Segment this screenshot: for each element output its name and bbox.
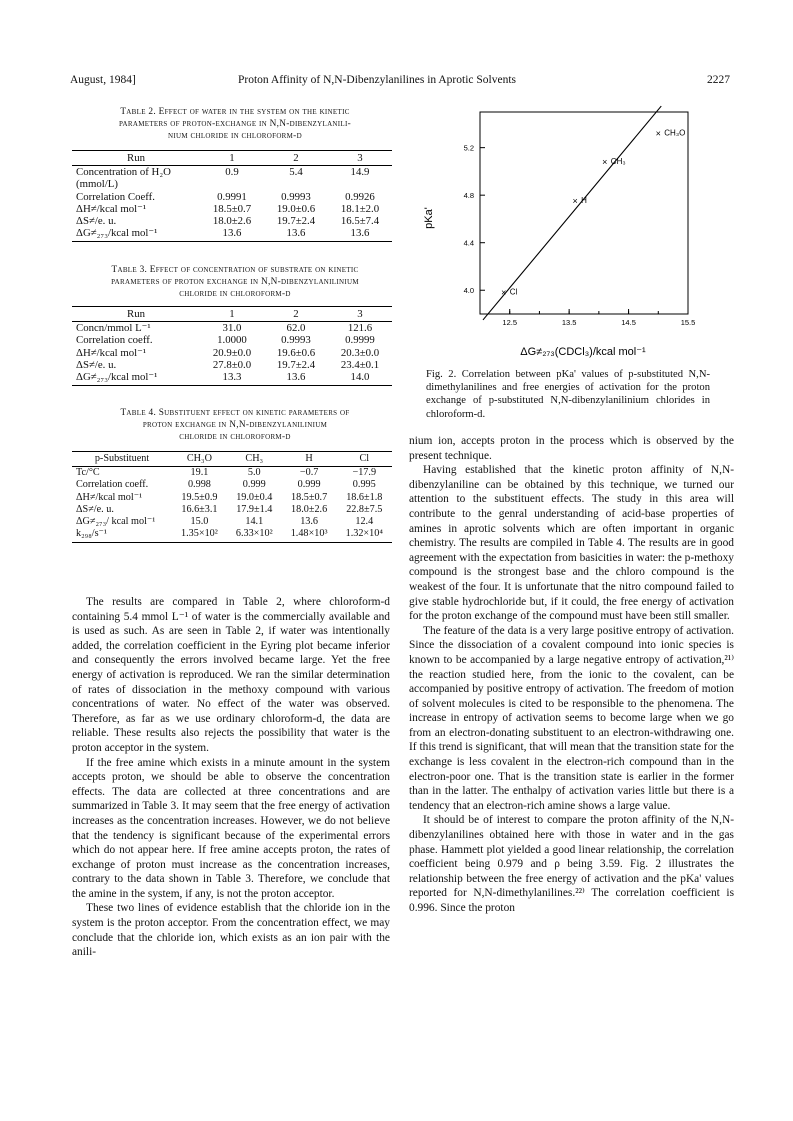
row-label: ΔH≠/kcal mol⁻¹: [76, 202, 147, 215]
table-row: [72, 467, 392, 480]
row-label: ΔS≠/e. u.: [76, 215, 117, 228]
table-cell: −0.7: [299, 467, 319, 479]
row-label: k₂₉₈/s⁻¹: [72, 528, 172, 543]
table3: [72, 306, 392, 386]
chart-ticks: [464, 144, 696, 327]
table-cell: 0.9991: [217, 190, 247, 203]
table3-caption: [72, 264, 398, 300]
table-cell: 19.0±0.4: [236, 491, 273, 503]
table-cell: 14.0: [328, 371, 392, 386]
table4-caption-line: chloride in chloroform-d: [179, 432, 291, 442]
table2-caption-line: nium chloride in chloroform-d: [168, 131, 302, 141]
point-label: CH₃O: [664, 128, 686, 138]
point-label: CH₃: [610, 156, 626, 166]
x-tick-label: 14.5: [621, 318, 636, 327]
table-cell: 19.1: [190, 467, 209, 479]
paragraph: These two lines of evidence establish that the chloride ion in the system is the proton acceptor. From the concentration effect, we may conclude that the chloride ion, which exists as an ion pair with the anili-: [72, 902, 390, 959]
table2-caption-line: Table 2. Effect of water in the system on the kinetic: [120, 107, 350, 117]
table-row: [72, 191, 392, 203]
table-row: [72, 479, 392, 491]
table4-caption-line: Table 4. Substituent effect on kinetic parameters of: [120, 408, 350, 418]
table-cell: 1.0000: [217, 334, 247, 347]
paragraph: The results are compared in Table 2, where chloroform-d containing 5.4 mmol L⁻¹ of water is the commercially available and is used as such. As are seen in Table 2, if water was intentionally added, the correlation coefficient in the Eyring plot became inferior and consequently the errors involved became large. Yet the free energy of activation is reproduced. We ran the similar determination of rates of dissociation in the methoxy compound with various concentrations of water. No effect of the water was observed. Therefore, as far as we use ordinary chloroform-d, the data are reliable. These results also rejects the possibility that water is the proton acceptor in the system.: [72, 596, 390, 754]
table-cell: 0.999: [242, 479, 266, 491]
table3-caption-line: chloride in chloroform-d: [179, 289, 291, 299]
x-tick-label: 13.5: [561, 318, 577, 327]
table-cell: 19.6±0.6: [276, 346, 316, 359]
table-row: [72, 504, 392, 516]
row-label: ΔG≠₂₇₃/kcal mol⁻¹: [72, 371, 200, 386]
table-cell: 13.3: [200, 371, 264, 386]
table2-caption: [72, 106, 398, 142]
table-header-cell: CH₃: [227, 452, 282, 467]
table-cell: 16.5±7.4: [340, 215, 380, 228]
table-cell: 18.6±1.8: [346, 491, 383, 503]
table-row: [72, 227, 392, 242]
table-cell: 14.9: [350, 166, 370, 179]
table-cell: 18.0±2.6: [291, 503, 328, 515]
table-header-cell: p-Substituent: [72, 452, 172, 467]
table-cell: −17.9: [352, 467, 377, 479]
data-point: ×: [655, 128, 661, 139]
table-cell: 18.5±0.7: [212, 202, 252, 215]
table-cell: 18.5±0.7: [291, 491, 328, 503]
table-cell: 20.3±0.0: [340, 346, 380, 359]
x-axis-label: ΔG≠₂₇₃(CDCl₃)/kcal mol⁻¹: [520, 346, 646, 358]
table-header-cell: 2: [264, 151, 328, 166]
paragraph: If the free amine which exists in a minute amount in the system accepts proton, we should be able to observe the concentration effects. The data are collected at three concentrations and are summarized in Table 3. It may seem that the free energy of activation increases as the concentration increases. However, we do not believe that the tendency is significant because of the experimental errors which do not appear here. If free amine accepts proton, the rates of exchange of proton must increase as the concentration increases, contrary to the data shown in Table 3. Therefore, we conclude that the amine in the system, if any, is not the proton acceptor.: [72, 756, 390, 900]
table-cell: 20.9±0.0: [212, 346, 252, 359]
table-cell: 121.6: [347, 322, 373, 335]
right-column-text: [409, 434, 734, 916]
paragraph: nium ion, accepts proton in the process which is observed by the present technique.: [409, 435, 734, 462]
running-header-date: August, 1984]: [70, 74, 136, 86]
table-row: [72, 528, 392, 543]
left-column-text: [72, 595, 390, 960]
table-cell: 19.7±2.4: [276, 358, 316, 371]
table4: [72, 451, 392, 543]
table-cell: 18.1±2.0: [340, 202, 380, 215]
table-row: [72, 347, 392, 359]
table-header-cell: Cl: [337, 452, 392, 467]
table-cell: 5.0: [247, 467, 261, 479]
paragraph: It should be of interest to compare the proton affinity of the N,N-dibenzylanilines obtained here with those in water and in the gas phase. Hammett plot yielded a good linear relationship, the correlation coefficient being 0.979 and ρ being 3.59. Fig. 2 illustrates the relationship between the free energy of activation and the pKa' values reported for N,N-dimethylanilines.²²⁾ The correlation coefficient is 0.996. Since the proton: [409, 814, 734, 914]
row-label: Tc/°C: [76, 467, 100, 479]
table-row: [72, 322, 392, 335]
row-label: Correlation coeff.: [76, 334, 153, 347]
table-cell: 23.4±0.1: [340, 358, 380, 371]
table-cell: 0.995: [352, 479, 376, 491]
table4-caption: [72, 407, 398, 443]
table-cell: 22.8±7.5: [346, 503, 383, 515]
table-cell: 27.8±0.0: [212, 358, 252, 371]
point-label: H: [581, 196, 587, 206]
table-cell: 0.9: [225, 166, 239, 179]
table-cell: 18.0±2.6: [212, 215, 252, 228]
table-cell: 1.48×10³: [282, 528, 337, 543]
table-row: [72, 166, 392, 191]
table-cell: 17.9±1.4: [236, 503, 273, 515]
table-cell: 13.6: [264, 371, 328, 386]
row-label: Correlation coeff.: [76, 479, 149, 491]
table-header-cell: 3: [328, 151, 392, 166]
row-label: ΔS≠/e. u.: [76, 503, 114, 515]
running-header-title: Proton Affinity of N,N-Dibenzylanilines in Aprotic Solvents: [238, 74, 516, 86]
table-cell: 13.6: [264, 227, 328, 242]
x-tick-label: 12.5: [502, 318, 518, 327]
figure-2-caption: Fig. 2. Correlation between pKa' values of p-substituted N,N-dimethylanilines and free energies of activation for the proton exchange of p-substituted N,N-dibenzylanilinium chlorides in chloroform-d.: [426, 369, 710, 420]
row-label: ΔH≠/kcal mol⁻¹: [76, 491, 143, 503]
table-header-cell: 2: [264, 307, 328, 322]
row-label: ΔG≠₂₇₃/ kcal mol⁻¹: [76, 516, 156, 528]
table-header-cell: Run: [72, 151, 200, 166]
paragraph: The feature of the data is a very large positive entropy of activation. Since the dissociation of a covalent compound into ionic species is known to be accompanied by a large negative entropy of activation,²¹⁾ the reaction studied here, from the ionic to the covalent, can be accompanied by positive entropy of activation. The freedom of motion of solvent molecules is cited to be responsible to the phenomena. The increase in entropy of activation seems to become large when we go from an electron-donating substituent to an electron-withdrawing one. If this trend is significant, that will mean that the transition state for the exchange is less covalent in the electron-rich compound than in the electron-poor one. That is the transition state is earlier in the former than in the latter. The enthalpy of activation varies little but there is a tendency that an electron-rich amine shows a large value.: [409, 624, 734, 812]
plot-frame: [480, 112, 688, 314]
table-cell: 19.5±0.9: [181, 491, 218, 503]
table-header-cell: 1: [200, 151, 264, 166]
table-cell: 13.6: [328, 227, 392, 242]
table-header-cell: 1: [200, 307, 264, 322]
y-tick-label: 4.8: [463, 191, 474, 201]
table-row: [72, 334, 392, 346]
table3-caption-line: Table 3. Effect of concentration of substrate on kinetic: [111, 265, 359, 275]
table-cell: 1.32×10⁴: [337, 528, 392, 543]
chart-points: [501, 128, 685, 297]
table-cell: 19.7±2.4: [276, 215, 316, 228]
table-row: [72, 516, 392, 528]
table-cell: 0.998: [187, 479, 211, 491]
figure-2-chart: [418, 100, 718, 362]
table-cell: 0.9926: [345, 190, 375, 203]
row-label: ΔH≠/kcal mol⁻¹: [76, 346, 147, 359]
chart-axes: [480, 112, 688, 314]
row-label: ΔS≠/e. u.: [76, 358, 117, 371]
table-cell: 0.9993: [281, 190, 311, 203]
y-tick-label: 4.0: [463, 286, 474, 296]
table-row: [72, 215, 392, 227]
table-cell: 31.0: [222, 322, 242, 335]
y-tick-label: 4.4: [463, 238, 474, 248]
table-cell: 0.999: [297, 479, 321, 491]
row-label: ΔG≠₂₇₃/kcal mol⁻¹: [72, 227, 200, 242]
y-tick-label: 5.2: [463, 143, 474, 153]
table-cell: 5.4: [289, 166, 303, 179]
paragraph: Having established that the kinetic proton affinity of N,N-dibenzylaniline can be obtained by this technique, we turned our attention to the substituent effects. The study in this area will contribute to the genral understanding of acid-base properties of amines in aprotic solvents which are often important in organic chemistry. The results are compiled in Table 4. The results are in good agreement with the expectation from basicities in water: the p-methoxy compound is the strongest base and the chloro compound is the weakest of the four. It is unfortunate that the nitro compound failed to give stable hydrochloride but, if it could, the free energy of activation for the proton exchange of the compound must have been still smaller.: [409, 464, 734, 623]
table-header-cell: 3: [328, 307, 392, 322]
data-point: ×: [572, 196, 578, 207]
table-row: [72, 203, 392, 215]
table-header-cell: Run: [72, 307, 200, 322]
table-cell: 6.33×10²: [227, 528, 282, 543]
table3-caption-line: parameters of proton exchange in N,N-dibenzylanilinium: [111, 277, 359, 287]
data-point: ×: [501, 287, 507, 298]
table-cell: 1.35×10²: [172, 528, 227, 543]
y-axis-label: pKa': [423, 207, 435, 229]
point-label: Cl: [509, 287, 518, 297]
table-cell: 14.1: [245, 516, 264, 528]
table-cell: 19.0±0.6: [276, 202, 316, 215]
table-cell: 62.0: [286, 322, 306, 335]
table-row: [72, 371, 392, 386]
x-tick-label: 15.5: [680, 318, 696, 327]
row-label: Concentration of H₂O (mmol/L): [76, 166, 171, 191]
table2-caption-line: parameters of proton-exchange in N,N-dibenzylanili-: [118, 119, 352, 129]
table4-caption-line: proton exchange in N,N-dibenzylanilinium: [142, 420, 328, 430]
table-row: [72, 359, 392, 371]
row-label: Concn/mmol L⁻¹: [76, 322, 151, 335]
table-header-cell: CH₃O: [172, 452, 227, 467]
table-cell: 0.9993: [281, 334, 311, 347]
table-cell: 16.6±3.1: [181, 503, 218, 515]
table-cell: 13.6: [200, 227, 264, 242]
table2: [72, 150, 392, 242]
table-cell: 0.9999: [345, 334, 375, 347]
data-point: ×: [602, 156, 608, 167]
table-cell: 12.4: [355, 516, 374, 528]
table-cell: 15.0: [190, 516, 209, 528]
page-number: 2227: [707, 74, 730, 86]
table-row: [72, 492, 392, 504]
table-cell: 13.6: [300, 516, 319, 528]
row-label: Correlation Coeff.: [76, 190, 155, 203]
table-header-cell: H: [282, 452, 337, 467]
